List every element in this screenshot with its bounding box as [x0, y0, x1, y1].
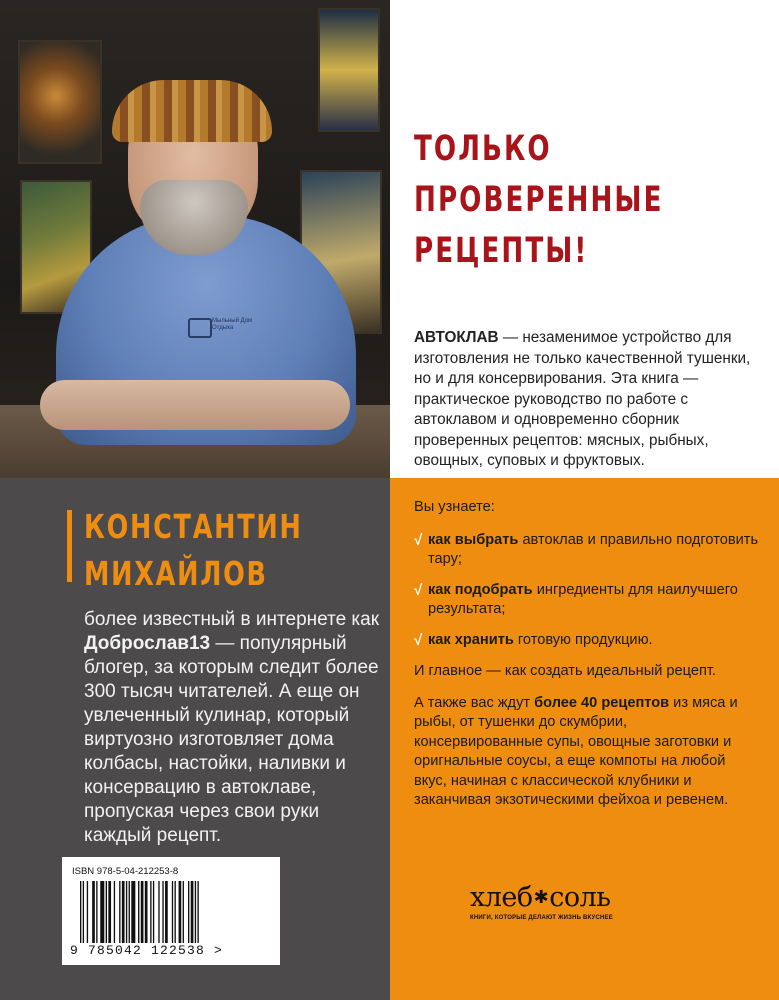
benefit-item [414, 531, 759, 570]
embroidered-cap [112, 80, 272, 142]
author-photo [0, 0, 390, 478]
author-last-name: МИХАЙЛОВ [84, 554, 268, 593]
publisher-logo [470, 883, 630, 921]
benefit-text: ингредиенты для наилучшего результата; [428, 581, 738, 617]
check-icon: √ [414, 631, 423, 649]
recipes-count: более 40 рецептов [534, 694, 670, 711]
recipes-summary [414, 694, 759, 811]
recipes-post: из мяса и рыбы, от тушенки до скумбрии, консервированные супы, овощные заготовки и оригнальные соусы, а еще компоты на любой вкус, начиная с классической клубники и заканчивая экзотическими фейхоа и ревенем. [414, 694, 738, 808]
headline-line: ПРОВЕРЕННЫЕ [414, 180, 664, 220]
benefits-list [414, 498, 759, 811]
isbn-number: ISBN 978-5-04-212253-8 [72, 866, 179, 877]
description-term: АВТОКЛАВ [414, 329, 499, 346]
description-text: — незаменимое устройство для изготовления не только качественной тушенки, но и для консервирования. Эта книга — практическое руководство по работе с автоклавом и одновременно сборник проверенных рецептов: мясных, рыбных, овощных, суповых и фруктовых. [414, 329, 751, 469]
recipes-pre: А также вас ждут [414, 694, 535, 711]
check-icon: √ [414, 531, 423, 549]
star-icon: ✱ [533, 887, 549, 908]
wall-painting [18, 40, 102, 164]
publisher-tagline: КНИГИ, КОТОРЫЕ ДЕЛАЮТ ЖИЗНЬ ВКУСНЕЕ [470, 915, 613, 921]
book-description [414, 328, 759, 472]
benefit-bold: как подобрать [428, 581, 533, 598]
headline-line: РЕЦЕПТЫ! [414, 231, 589, 271]
benefit-item [414, 581, 759, 620]
wall-painting [318, 8, 380, 132]
bio-text-pre: более известный в интернете как [84, 609, 380, 630]
main-benefit: И главное — как создать идеальный рецепт. [414, 663, 716, 679]
benefit-text: автоклав и правильно подготовить тару; [428, 531, 759, 567]
ean-digits: 9 785042 122538 > [70, 943, 224, 958]
author-bio [84, 608, 384, 848]
benefit-bold: как хранить [428, 631, 514, 648]
publisher-logo-right: соль [549, 882, 611, 913]
shirt-logo-text: Мыльный Дом Отдыха [212, 318, 253, 331]
folded-arms [40, 380, 350, 430]
check-icon: √ [414, 581, 423, 599]
shirt-logo-icon [188, 318, 212, 338]
benefit-bold: как выбрать [428, 531, 519, 548]
blog-name: Доброслав13 [84, 633, 211, 654]
barcode-icon [78, 881, 264, 943]
benefit-item [414, 631, 759, 651]
headline [414, 124, 696, 277]
benefits-intro: Вы узнаете: [414, 499, 495, 515]
author-name [84, 503, 333, 597]
accent-bar [67, 510, 72, 582]
bio-text-post: — популярный блогер, за которым следит более 300 тысяч читателей. А еще он увлеченный кулинар, который виртуозно изготовляет дома колбасы, настойки, наливки и консервацию в автоклаве, пропуская через свои руки каждый рецепт. [84, 633, 379, 846]
author-first-name: КОНСТАНТИН [84, 507, 303, 546]
benefit-text: готовую продукцию. [513, 631, 653, 648]
headline-line: ТОЛЬКО [414, 129, 552, 169]
publisher-logo-left: хлеб [470, 882, 533, 913]
barcode-box [62, 857, 280, 965]
